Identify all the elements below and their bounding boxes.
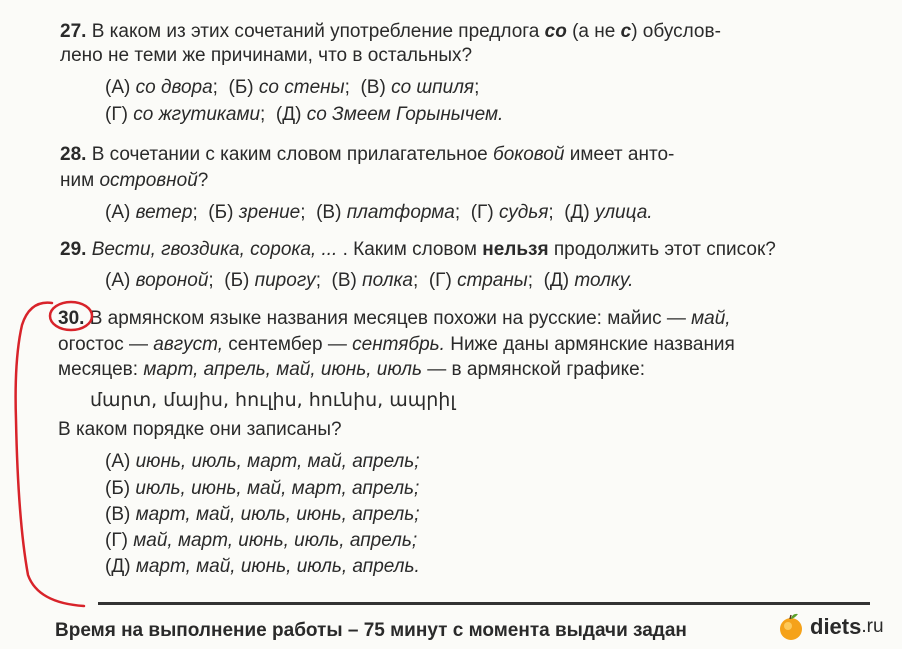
q30-line3: месяцев: март, апрель, май, июнь, июль — в армянской графике:: [58, 359, 646, 380]
q28-answers: (А) ветер; (Б) зрение; (В) платформа; (Г) судья; (Д) улица.: [105, 202, 653, 223]
apple-icon: [776, 612, 806, 642]
q27-answers-row2: (Г) со жгутиками; (Д) со Змеем Горынычем.: [105, 104, 504, 125]
logo-brand: diets: [810, 614, 862, 639]
q30-line2: огостос — август, сентембер — сентябрь. Ниже даны армянские названия: [58, 334, 735, 355]
q28-line2: ним островной?: [60, 170, 209, 191]
q27-number: 27.: [60, 21, 87, 42]
q30-answer-d: (Г) май, март, июнь, июль, апрель;: [105, 530, 418, 551]
footer-text: Время на выполнение работы – 75 минут с момента выдачи задан: [55, 620, 687, 641]
q29-answers: (А) вороной; (Б) пирогу; (В) полка; (Г) страны; (Д) толку.: [105, 270, 634, 291]
q27-line1: 27. В каком из этих сочетаний употребление предлога со (а не с) обуслов-: [60, 21, 721, 42]
q30-answer-e: (Д) март, май, июнь, июль, апрель.: [105, 556, 420, 577]
q30-number: 30.: [58, 308, 85, 329]
q30-question: В каком порядке они записаны?: [58, 419, 342, 440]
q29-number: 29.: [60, 239, 87, 260]
q28-line1: 28. В сочетании с каким словом прилагательное боковой имеет анто-: [60, 144, 675, 165]
q30-armenian-months: մարտ, մայիս, հուլիս, հունիս, ապրիլ: [90, 389, 456, 411]
q30-answer-a: (А) июнь, июль, март, май, апрель;: [105, 451, 420, 472]
q30-line1: 30. В армянском языке названия месяцев похожи на русские: майис — май,: [58, 308, 731, 329]
q28-number: 28.: [60, 144, 87, 165]
q30-answer-b: (Б) июль, июнь, май, март, апрель;: [105, 478, 420, 499]
logo-tld: .ru: [861, 616, 884, 637]
q30-answer-c: (В) март, май, июль, июнь, апрель;: [105, 504, 420, 525]
q27-answers-row1: (А) со двора; (Б) со стены; (В) со шпиля;: [105, 77, 480, 98]
q27-line2: лено не теми же причинами, что в остальных?: [60, 45, 473, 66]
footer-separator: [98, 602, 870, 605]
q29-line1: 29. Вести, гвоздика, сорока, ... . Каким словом нельзя продолжить этот список?: [60, 239, 776, 260]
site-logo: [776, 612, 902, 642]
